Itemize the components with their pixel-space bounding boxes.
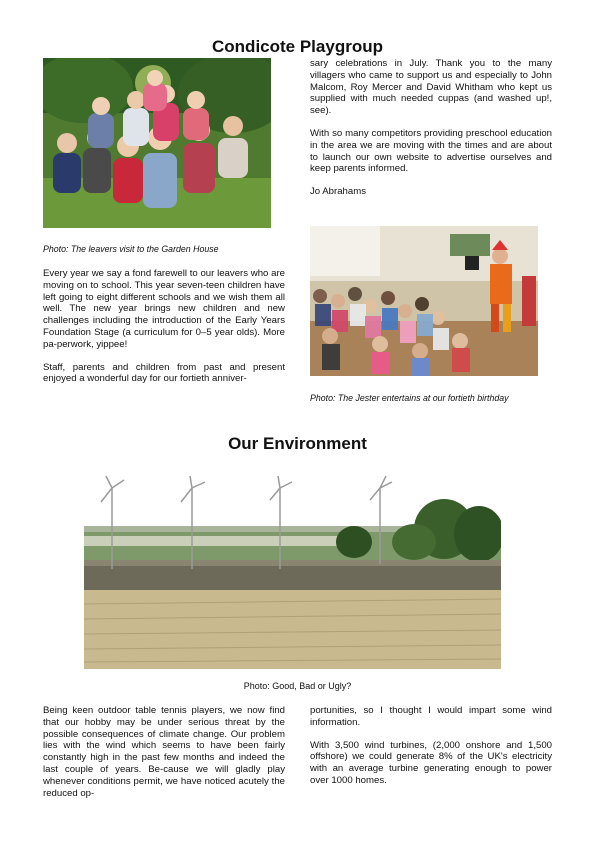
signature: Jo Abrahams [310, 186, 366, 198]
playgroup-left-column [43, 268, 285, 396]
environment-right-column [310, 705, 552, 798]
leavers-garden-photo [43, 58, 271, 228]
page-title: Condicote Playgroup [212, 37, 383, 56]
wind-turbines-photo [84, 474, 501, 669]
paragraph: sary celebrations in July. Thank you to the many villagers who came to support us and especially to John Malcom, Roy Mercer and David Whitham who kept us supplied with much needed cuppas (and washed up!, see). [310, 58, 552, 117]
playgroup-right-column [310, 58, 552, 209]
paragraph: Staff, parents and children from past and present enjoyed a wonderful day for our fortieth anniver- [43, 361, 285, 385]
section-title-environment: Our Environment [228, 434, 367, 453]
photo-caption-jester: Photo: The Jester entertains at our fortieth birthday [310, 393, 509, 403]
paragraph: With 3,500 wind turbines, (2,000 onshore and 1,500 offshore) we could generate 8% of the UK's electricity with an average turbine generating enough to power over 1000 homes. [310, 739, 552, 786]
paragraph: portunities, so I thought I would impart some wind information. [310, 705, 552, 728]
paragraph: Every year we say a fond farewell to our leavers who are moving on to school. This year seven-teen children have left going to eight different schools and we wish them all well. The new year brings new children and new challenges including the introduction of the Early Years Foundation Stage (a curriculum for 0–5 year olds). More pa-perwork, yippee! [43, 268, 285, 350]
paragraph: Being keen outdoor table tennis players, we now find that our hobby may be under serious threat by the possible consequences of climate change. Our problem lies with the wind which seems to have been fairly constantly high in the past few months and indeed the last couple of years. Be-cause we will gladly play whenever conditions permit, we have noticed acutely the reduced op- [43, 705, 285, 799]
paragraph: With so many competitors providing preschool education in the area we are moving with the times and are about to launch our own website to advertise ourselves and keep parents informed. [310, 127, 552, 175]
photo-caption-turbines: Photo: Good, Bad or Ugly? [243, 681, 352, 691]
jester-hall-photo [310, 226, 538, 376]
photo-caption-leavers: Photo: The leavers visit to the Garden House [43, 244, 219, 254]
environment-left-column [43, 705, 285, 810]
